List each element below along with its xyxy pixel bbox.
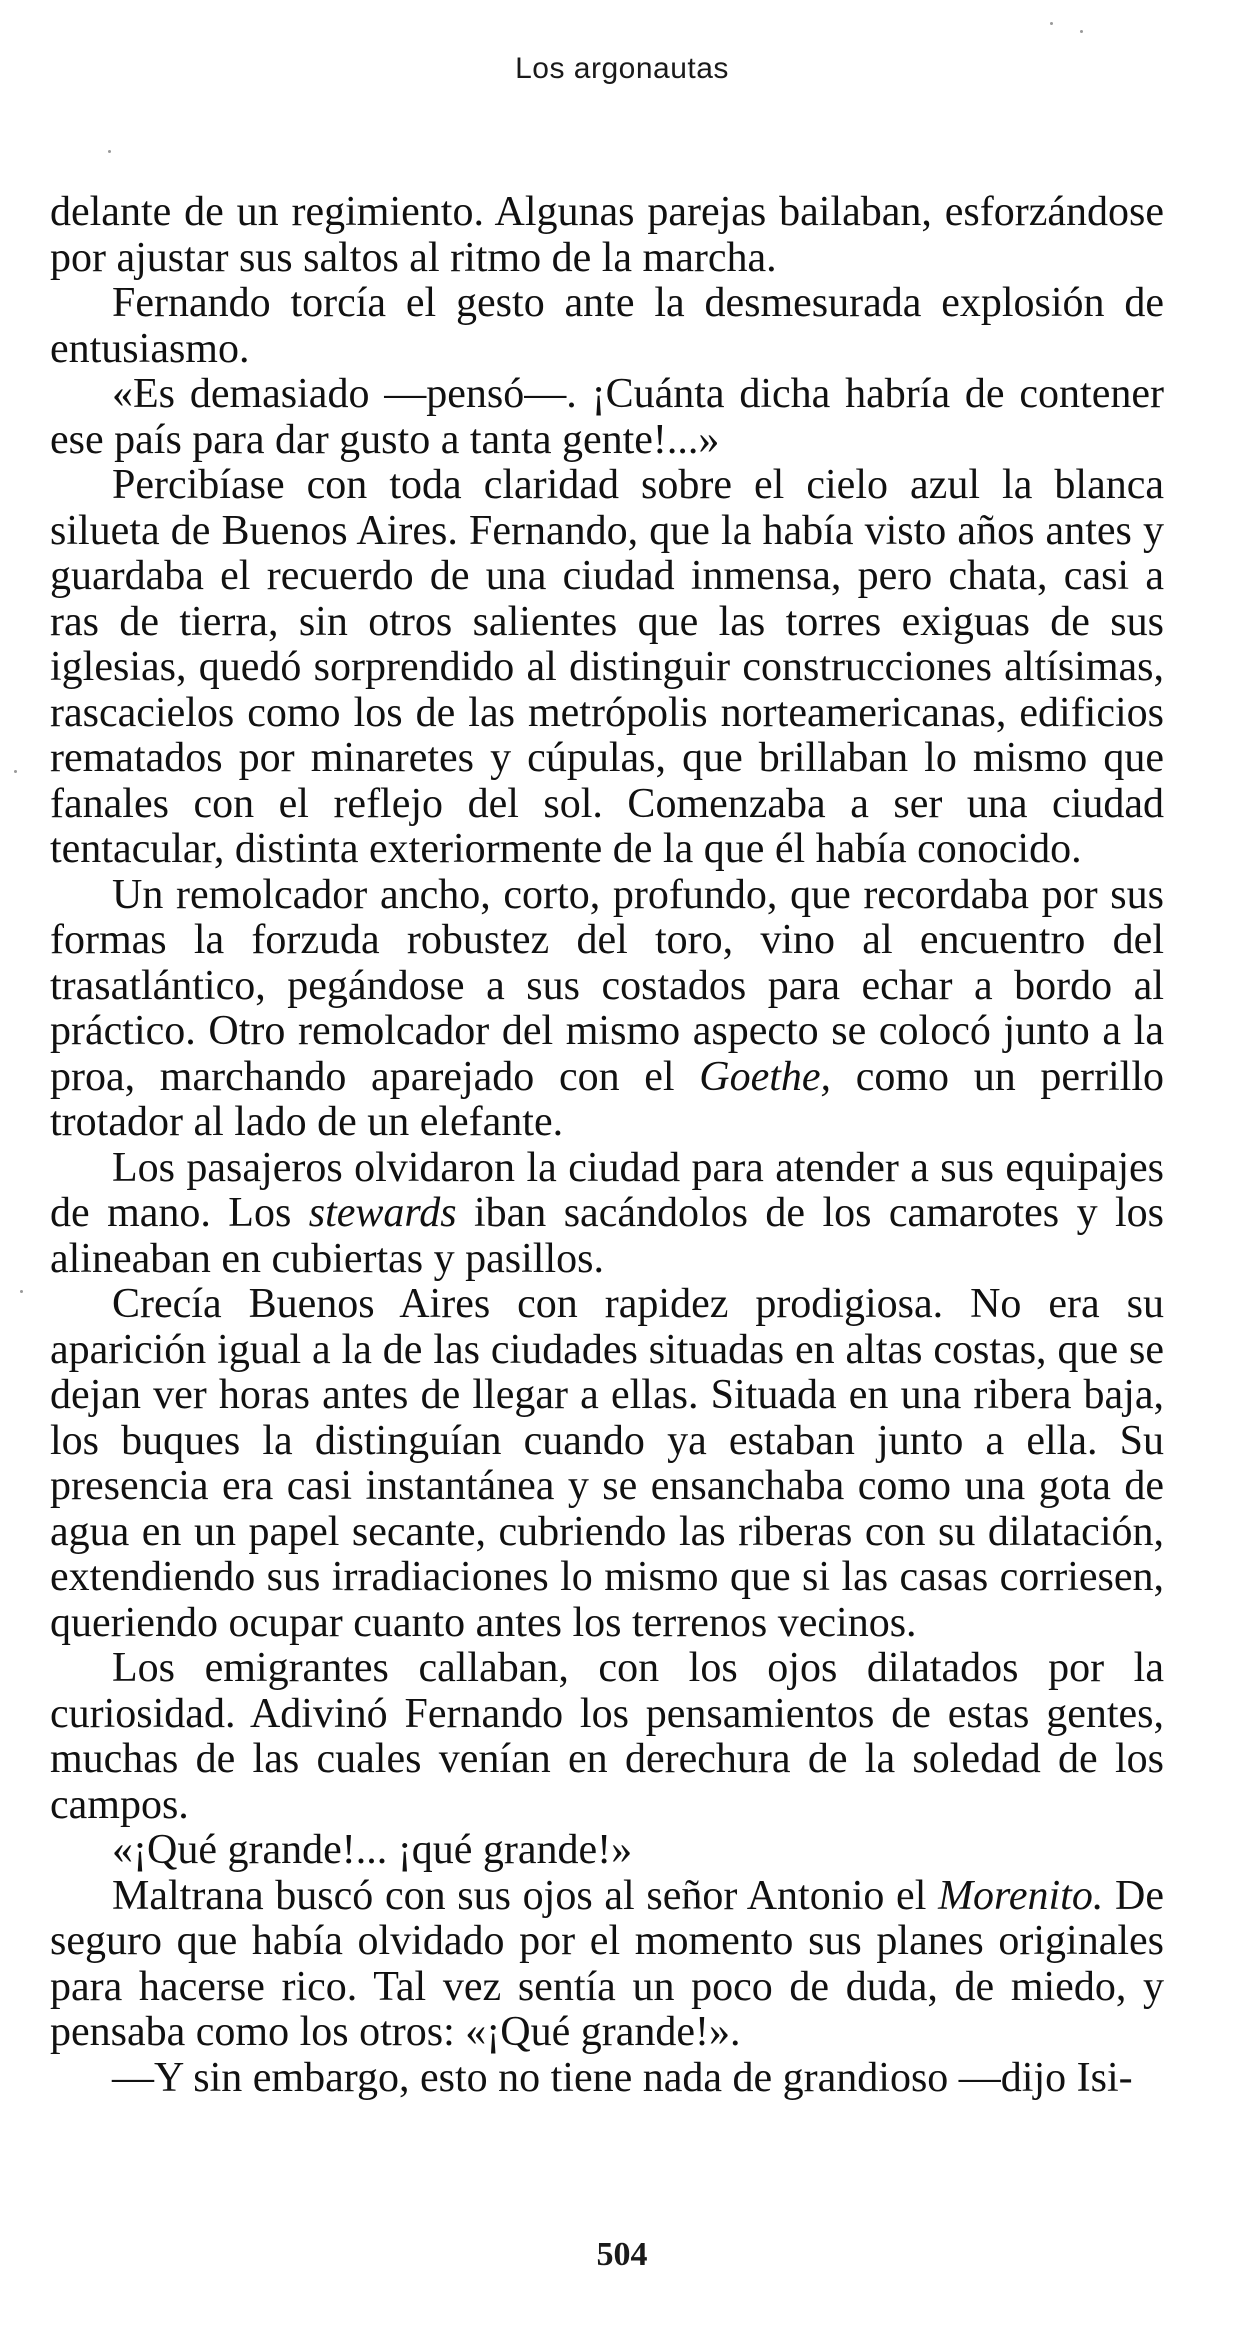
paragraph-10 — [50, 1874, 1164, 2056]
paragraph-9: «¡Qué grande!... ¡qué grande!» — [112, 1827, 633, 1873]
scan-speck — [1080, 30, 1083, 33]
paragraph-11: —Y sin embargo, esto no tiene nada de grandioso —dijo Isi- — [112, 2054, 1133, 2101]
paragraph-2: Fernando torcía el gesto ante la desmesurada explosión de entusiasmo. — [50, 280, 1164, 372]
word-stewards: stewards — [308, 1190, 457, 1236]
paragraph-5-text-a: Un remolcador ancho, corto, profundo, que recordaba por sus formas la forzuda robustez del toro, vino al encuentro del trasatlántico, pegándose a sus costados para echar a bordo al práctico. Otro remolcador del mismo aspecto se colocó junto a la proa, marchando aparejado con el — [50, 871, 1164, 1100]
ship-name-goethe: Goethe, — [699, 1053, 832, 1100]
body-text — [50, 190, 1164, 2101]
paragraph-5 — [50, 873, 1164, 1146]
scan-speck — [1050, 22, 1053, 25]
paragraph-5-text-b: como un perrillo trotador al lado de un elefante. — [50, 1053, 1164, 1145]
paragraph-10-text-b: De seguro que había olvidado por el momento sus planes originales para hacerse rico. Tal vez sentía un poco de duda, de miedo, y pensaba como los otros: «¡Qué grande!». — [50, 1872, 1164, 2055]
paragraph-6 — [50, 1146, 1164, 1283]
scan-speck — [108, 150, 111, 153]
scan-speck — [20, 1290, 23, 1293]
paragraph-4: Percibíase con toda claridad sobre el cielo azul la blanca silueta de Buenos Aires. Fernando, que la había visto años antes y guardaba el recuerdo de una ciudad inmensa, pero chata, casi a ras de tierra, sin otros salientes que las torres exiguas de sus iglesias, quedó sorprendido al distinguir construcciones altísimas, rascacielos como los de las metrópolis norteamericanas, edificios rematados por minaretes y cúpulas, que brillaban lo mismo que fanales con el reflejo del sol. Comenzaba a ser una ciudad tentacular, distinta exteriormente de la que él había conocido. — [50, 462, 1164, 872]
paragraph-10-text-a: Maltrana buscó con sus ojos al señor Antonio el — [112, 1872, 939, 1919]
name-morenito: Morenito. — [938, 1872, 1104, 1919]
paragraph-6-text-b: iban sacándolos de los camarotes y los alineaban en cubiertas y pasillos. — [50, 1190, 1165, 1282]
paragraph-7: Crecía Buenos Aires con rapidez prodigiosa. No era su aparición igual a la de las ciudades situadas en altas costas, que se dejan ver horas antes de llegar a ellas. Situada en una ribera baja, los buques la distinguían cuando ya estaban junto a ella. Su presencia era casi instantánea y se ensanchaba como una gota de agua en un papel secante, cubriendo las riberas con su dilatación, extendiendo sus irradiaciones lo mismo que si las casas corriesen, queriendo ocupar cuanto antes los terrenos vecinos. — [50, 1281, 1164, 1646]
paragraph-8: Los emigrantes callaban, con los ojos dilatados por la curiosidad. Adivinó Fernando los pensamientos de estas gentes, muchas de las cuales venían en derechura de la soledad de los campos. — [50, 1645, 1164, 1828]
running-title: Los argonautas — [515, 52, 729, 85]
paragraph-1: delante de un regimiento. Algunas parejas bailaban, esforzándose por ajustar sus saltos al ritmo de la marcha. — [50, 189, 1164, 281]
scan-speck — [14, 770, 17, 773]
paragraph-3: «Es demasiado —pensó—. ¡Cuánta dicha habría de contener ese país para dar gusto a tanta gente!...» — [50, 371, 1164, 463]
paragraph-6-text-a: Los pasajeros olvidaron la ciudad para atender a sus equipajes de mano. Los — [50, 1144, 1164, 1236]
running-header — [0, 52, 1244, 86]
page-number: 504 — [596, 2236, 648, 2273]
